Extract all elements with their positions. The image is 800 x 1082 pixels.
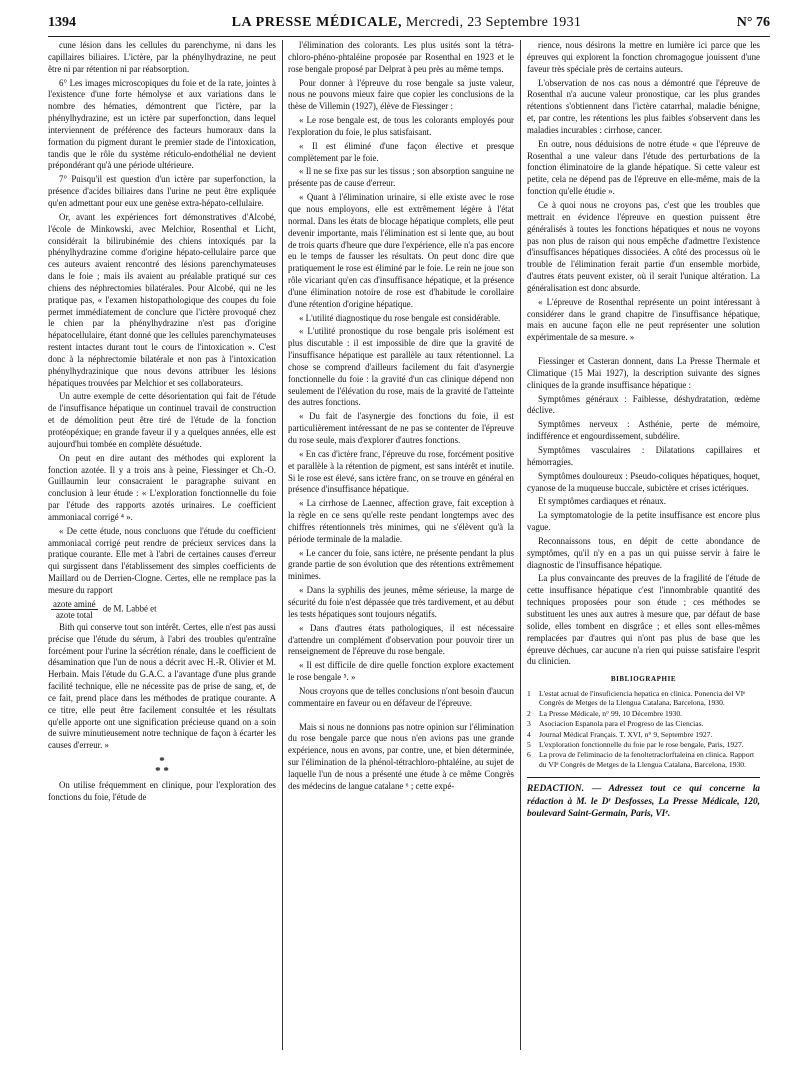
paragraph: La symptomatologie de la petite insuffisance est encore plus vague. bbox=[527, 510, 760, 533]
issue-date: Mercredi, 23 Septembre 1931 bbox=[405, 15, 582, 30]
quote-paragraph: « Du fait de l'asynergie des fonctions du foie, il est particulièrement intéressant de ne pas se contenter de l'épreuve du rose seule, mais d'explorer d'autres fonctions. bbox=[288, 411, 514, 445]
spacer bbox=[527, 346, 760, 356]
paragraph: Symptômes douloureux : Pseudo-coliques hépatiques, hoquet, cyanose de la muqueuse buccale, subictère et crises ictériques. bbox=[527, 470, 760, 493]
paragraph: On peut en dire autant des méthodes qui explorent la fonction azotée. Il y a trois ans à peine, Fiessinger et Ch.-O. Guillaumin leur consacraient le paragraphe suivant en conclusion à leur étude : « L'exploration fonctionnelle du foie par l'étude des rapports azotés urinaires. Le coefficient ammoniacal corrigé ⁴ ». bbox=[48, 452, 276, 522]
paragraph: Reconnaissons tous, en dépit de cette abondance de symptômes, qu'il n'y en a pas un qui puisse servir à faire le diagnostic de l'insuffisance hépatique. bbox=[527, 535, 760, 570]
paragraph: Mais si nous ne donnions pas notre opinion sur l'élimination du rose bengale parce que nous n'en avions pas une grande expérience, nous en avons, par contre, une, et bien déterminée, sur l'élimination de la phénol-tétrachloro-phtaléine, au sujet de laquelle l'un de nous a présenté une étude à ce même Congrès des médecins de langue catalane ⁶ ; cette expé- bbox=[288, 721, 514, 791]
journal-name: LA PRESSE MÉDICALE, bbox=[231, 15, 403, 30]
bibliography-text: Asociacion Espanola para el Progreso de las Ciencias. bbox=[539, 719, 704, 729]
paragraph: Pour donner à l'épreuve du rose bengale sa juste valeur, nous ne pouvons mieux faire que copier les conclusions de la thèse de Villemin (1927), élève de Fiessinger : bbox=[288, 77, 514, 112]
column-left bbox=[48, 40, 276, 1050]
quote-paragraph: « En cas d'ictère franc, l'épreuve du rose, forcément positive et parallèle à la rétention de pigment, est sans intérêt et inutile. Si le rose est élevé, sans ictère franc, on se trouve en général en présence d'insuffisance hépatique. bbox=[288, 448, 514, 495]
quote-paragraph: « Le rose bengale est, de tous les colorants employés pour l'exploration du foie, le plus satisfaisant. bbox=[288, 115, 514, 137]
column-divider bbox=[520, 40, 521, 1050]
quote-paragraph: « Dans la syphilis des jeunes, même sérieuse, la marge de sécurité du foie n'est dépassée que très tardivement, et au début les tests hépatiques sont toujours négatifs. bbox=[288, 585, 514, 619]
paragraph: On utilise fréquemment en clinique, pour l'exploration des fonctions du foie, l'étude de bbox=[48, 780, 276, 802]
paragraph: Et symptômes cardiaques et rénaux. bbox=[538, 496, 666, 507]
column-right bbox=[527, 40, 760, 1050]
formula-numerator: azote aminé bbox=[53, 598, 96, 609]
quote-paragraph: « Dans d'autres états pathologiques, il est nécessaire d'attendre un complément d'observation pour pouvoir tirer un renseignement de l'épreuve du rose bengale. bbox=[288, 622, 514, 657]
bibliography-text: La Presse Médicale, n° 99, 10 Décembre 1930. bbox=[539, 708, 683, 718]
paragraph: l'élimination des colorants. Les plus usités sont la tétra-chloro-phéno-phtaléine proposée par Rosenthal en 1923 et le rose bengale proposé par Delprat à peu près au même temps. bbox=[288, 40, 514, 74]
formula-denominator: azote total bbox=[55, 609, 93, 620]
bibliography-text: L'exploration fonctionnelle du foie par le rose bengale, Paris, 1927. bbox=[539, 740, 744, 750]
bibliography-item bbox=[527, 709, 760, 718]
bibliography-item bbox=[527, 740, 760, 749]
paragraph: L'observation de nos cas nous a démontré que l'épreuve de Rosenthal n'a aucune valeur pronostique, car les plus grandes rétentions s'obtiennent dans l'ictère catarrhal, maladie bénigne, et, par contre, les rétentions les plus faibles s'observent dans les maladies incurables : cirrhose, cancer. bbox=[527, 77, 760, 135]
bibliography-text: Journal Médical Français. T. XVI, n° 9, Septembre 1927. bbox=[539, 729, 713, 739]
bibliography-number: 2 bbox=[527, 708, 531, 718]
paragraph: 7° Puisqu'il est question d'un ictère par superfonction, la présence d'acides biliaires dans l'urine ne peut être expliquée qu'en admettant pour eux une genèse extra-hépato-cellulaire. bbox=[48, 174, 276, 208]
paragraph: cune lésion dans les cellules du parenchyme, ni dans les capillaires biliaires. L'ictère, par la phénylhydrazine, ne peut être ni par rétention ni par réabsorption. bbox=[48, 40, 276, 74]
formula-suffix: de M. Labbé et bbox=[102, 603, 157, 614]
bibliography-number: 4 bbox=[527, 729, 531, 739]
bibliography-item bbox=[527, 730, 760, 739]
page-number: 1394 bbox=[48, 15, 76, 30]
quote-paragraph: « Il est éliminé d'une façon élective et presque complètement par le foie. bbox=[288, 140, 514, 163]
bibliography-item bbox=[527, 719, 760, 728]
paragraph: Symptômes généraux : Faiblesse, déshydratation, œdème déclive. bbox=[527, 393, 760, 416]
paragraph: Bith qui conserve tout son intérêt. Certes, elle n'est pas aussi précise que l'étude du sérum, à l'abri des troubles qu'entraîne forcément pour l'urine la sécrétion rénale, dans le coefficient de désamination que l'un de nous a décrit avec H.-R. Olivier et M. Herbain. Mais l'étude du G.A.C. a l'avantage d'une plus grande facilité technique, elle ne nécessite pas de prise de sang, et, de ce fait, prend place dans les méthodes de pratique courante. A ce titre, elle peut être facilement consultée et les résultats qu'elle apporte ont une signification précieuse quand on a soin de suivre minutieusement notre technique de façon à écarter les causes d'erreur. » bbox=[48, 621, 276, 751]
paragraph: Ce à quoi nous ne croyons pas, c'est que les troubles que mettrait en évidence l'épreuve en question puissent être généralisés à toutes les fonctions hépatiques et nous ne voyons pas non plus de raison qui nous empêche d'admettre l'existence d'insuffisances hépatiques dissociées. A côté des processus où le trouble de l'élimination ferait partie d'un ensemble morbide, d'autres états peuvent exister, où il serait l'unique altération. La généralisation est donc absurde. bbox=[527, 199, 760, 293]
paragraph: La plus convaincante des preuves de la fragilité de l'étude de cette insuffisance hépatique c'est l'innombrable quantité des techniques proposées pour son étude ; ces méthodes se substituent les unes aux autres à mesure que, par défaut de base solide, elles tombent en disgrâce ; et elles sont elles-mêmes remplacées par d'autres qui n'ont pas plus de base que les épreuve déchues, car aucune n'a rien qui puisse satisfaire l'esprit du clinicien. bbox=[527, 573, 760, 667]
paragraph: Fiessinger et Casteran donnent, dans La Presse Thermale et Climatique (15 Mai 1927), la description suivante des signes cliniques de la grande insuffisance hépatique : bbox=[527, 356, 760, 390]
paragraph: Symptômes vasculaires : Dilatations capillaires et hémorragies. bbox=[527, 445, 760, 467]
paragraph: Or, avant les expériences fort démonstratives d'Alcobé, l'école de Minkowski, avec Melchior, Rosenthal et Licht, considérait la bilirubinémie des chiens intoxiqués par la phénylhydrazine comme d'origine hépato-cellulaire parce que ces auteurs avaient rencontré des lésions parenchymateuses dans le foie ; mais ils avaient au préalable pratiqué sur ces chiens des néphrectomies bilatérales. Pour Alcobé, qui ne les pratique pas, « l'examen histopathologique des coupes du foie permet immédiatement de conclure que l'ictère provoqué chez le chien par la phénylhydrazine n'est pas d'origine hépatocellulaire, étant donné que les cellules parenchymateuses restent intactes durant tout le cours de l'intoxication ». C'est donc à la néphrectomie bilatérale et non pas à l'intoxication phénylhydrazinique que nous devons attribuer les lésions hépatiques trouvées par Melchior et ses collaborateurs. bbox=[48, 211, 276, 388]
paragraph: 6° Les images microscopiques du foie et de la rate, jointes à l'existence d'une forte hémolyse et aux variations dans le nombre des hématies, démontrent que l'ictère, par la phénylhydrazine, est un ictère par superfonction, dans lequel interviennent de préférence des facteurs humoraux dans la formation du pigment durant le premier stade de l'intoxication, tandis que le rôle du système réticulo-endothélial ne devient prépondérant qu'à une période ultérieure. bbox=[48, 77, 276, 171]
bibliography-item bbox=[527, 750, 760, 769]
bibliography-number: 6 bbox=[527, 750, 531, 760]
bibliography-text: La prova de l'eliminacio de la fenoltetraclorftaleina en clinica. Rapport du VIᵉ Congrès de Metges de la Llengua Catalana, Barcelona, 1930. bbox=[539, 750, 755, 769]
quote-paragraph: « L'utilité pronostique du rose bengale pris isolément est plus discutable : il est impossible de dire que la gravité de l'insuffisance hépatique est parallèle au taux rétentionnel. La chose se comprend d'ailleurs facilement du fait d'asynergie fonctionnelle du foie : la gravité d'un cas clinique dépend non seulement de l'élévation du rose, mais de la gravité de l'atteinte des autres fonctions. bbox=[288, 326, 514, 408]
quote-paragraph: « Le cancer du foie, sans ictère, ne présente pendant la plus grande partie de son évolution que des rétentions extrêmement minimes. bbox=[288, 547, 514, 582]
paragraph: Symptômes nerveux : Asthénie, perte de mémoire, indifférence et engourdissement, subdélire. bbox=[527, 419, 760, 442]
bibliography-number: 5 bbox=[527, 740, 531, 750]
redaction-notice: REDACTION. — Adressez tout ce qui concerne la rédaction à M. le Dʳ Desfosses, La Presse Médicale, 120, boulevard Saint-Germain, Paris, VIᵉ. bbox=[527, 777, 760, 821]
page-header bbox=[48, 10, 770, 37]
quote-paragraph: « Il est difficile de dire quelle fonction explore exactement le rose bengale ⁵. » bbox=[288, 660, 514, 683]
paragraph: En outre, nous déduisions de notre étude « que l'épreuve de Rosenthal a une valeur dans l'étude des perturbations de la fonction éliminatoire de la glande hépatique. Si cette valeur est petite, cela ne dépend pas de l'épreuve en elle-même, mais de la fonction qu'elle étudie ». bbox=[527, 138, 760, 197]
quote-paragraph: « Il ne se fixe pas sur les tissus ; son absorption sanguine ne présente pas de cause d'erreur. bbox=[288, 166, 514, 189]
paragraph: « L'épreuve de Rosenthal représente un point intéressant à considérer dans le grand chapitre de l'insuffisance hépatique, mais en aucune façon elle ne peut représenter une solution expérimentale de sa mesure. » bbox=[527, 296, 760, 343]
quote-paragraph: « La cirrhose de Laennec, affection grave, fait exception à la règle en ce sens qu'elle reste pendant longtemps avec des chiffres rétentionnels très minimes, qui ne s'élèvent qu'à la période terminale de la maladie. bbox=[288, 498, 514, 544]
spacer bbox=[288, 712, 514, 722]
column-middle bbox=[288, 40, 514, 1050]
bibliography-text: L'estat actual de l'insuficiencia hepatica en clinica. Ponencia del VIᵉ Congrès de Metges de la Llengua Catalana, Barcelona, 1930. bbox=[539, 689, 746, 708]
column-divider bbox=[282, 40, 283, 1050]
bibliography-number: 3 bbox=[527, 719, 531, 729]
azote-ratio-formula bbox=[51, 599, 98, 620]
paragraph: « De cette étude, nous concluons que l'étude du coefficient ammoniacal corrigé peut rendre de précieux services dans la pratique courante. Elle met à l'abri de certaines causes d'erreur qui surgissent dans l'établissement des simples coefficients de Maillard ou de Derrien-Clogne. Certes, elle ne remplace pas la mesure du rapport bbox=[48, 525, 276, 595]
section-separator-stars: * * * bbox=[155, 755, 169, 778]
quote-paragraph: « Quant à l'élimination urinaire, si elle existe avec le rose que nous employons, elle est extrêmement légère à l'état normal. Dans les états de blocage hépatique complets, elle peut devenir importante, mais l'élimination est si lente que, au bout de trois quarts d'heure que dure l'expérience, elle n'a pas encore eu le temps de fausser les résultats. On peut donc dire que pratiquement le rose est éliminé par le foie. Le rein ne joue son rôle vicariant qu'en cas d'insuffisance hépatique, et la présence d'une élimination notoire de rose est d'habitude le corollaire d'une rétention d'origine hépatique. bbox=[288, 192, 514, 309]
quote-paragraph: « L'utilité diagnostique du rose bengale est considérable. bbox=[299, 312, 501, 323]
paragraph: Nous croyons que de telles conclusions n'ont besoin d'aucun commentaire en faveur ou en défaveur de l'épreuve. bbox=[288, 685, 514, 708]
paragraph: rience, nous désirons la mettre en lumière ici parce que les épreuves qui explorent la fonction chromagogue jouissent d'une faveur très spéciale près de certains auteurs. bbox=[527, 40, 760, 74]
journal-title-line bbox=[232, 15, 582, 31]
bibliography-title: BIBLIOGRAPHIE bbox=[610, 675, 677, 684]
formula-line bbox=[48, 599, 276, 620]
paragraph: Un autre exemple de cette désorientation qui fait de l'étude de l'insuffisance hépatique un continuel travail de construction et de démolition peut être tiré de l'étude de la fonction protéopéxique; en grande faveur il y a quelques années, elle est aujourd'hui tombée en complète désuétude. bbox=[48, 391, 276, 449]
issue-number: N° 76 bbox=[736, 15, 770, 30]
bibliography-number: 1 bbox=[527, 689, 531, 699]
bibliography-item bbox=[527, 689, 760, 708]
